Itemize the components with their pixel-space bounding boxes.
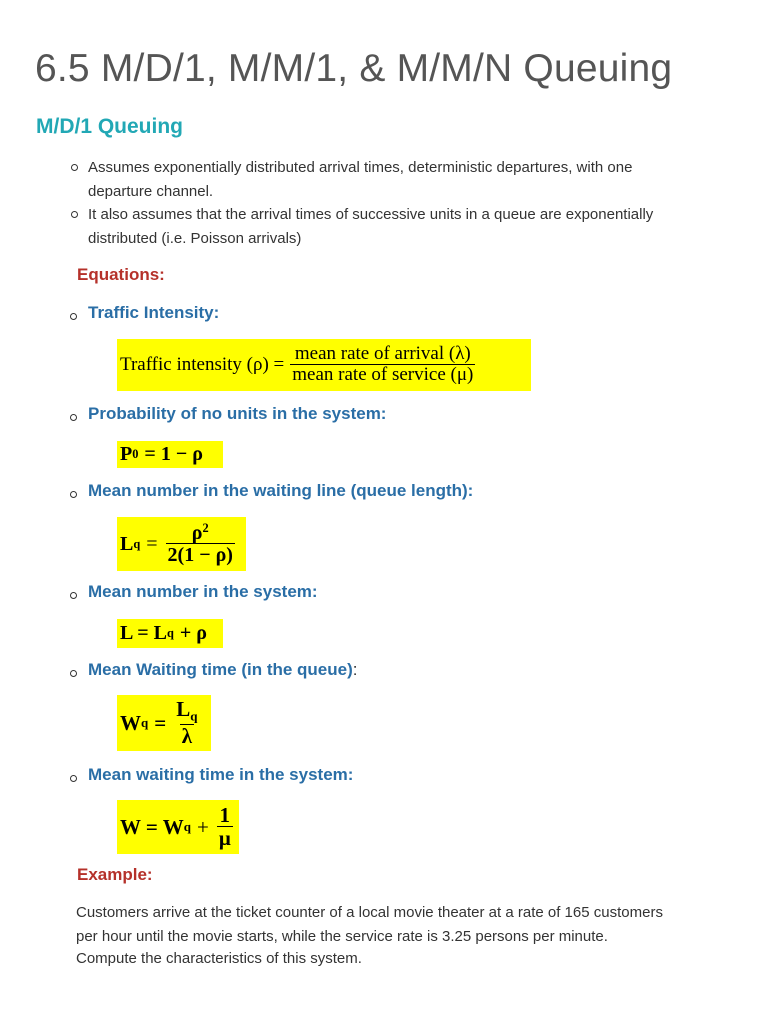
bullet-marker xyxy=(70,592,77,599)
formula-denominator: λ xyxy=(181,723,193,748)
formula-numerator xyxy=(174,698,199,723)
formula-mean-number-system xyxy=(117,619,223,648)
formula-symbol: L xyxy=(120,532,134,555)
formula-fraction xyxy=(174,698,199,747)
bullet-marker xyxy=(70,414,77,421)
formula-queue-length xyxy=(117,517,246,571)
formula-symbol: W xyxy=(120,710,141,735)
formula-numerator-subscript: q xyxy=(190,708,198,724)
formula-rest: + ρ xyxy=(179,622,207,644)
equation-label-suffix: : xyxy=(352,660,358,679)
formula-symbol: W = W xyxy=(120,814,184,839)
equation-label-waiting-time-queue xyxy=(88,659,358,681)
formula-numerator-symbol: ρ xyxy=(191,521,203,544)
formula-equals: = xyxy=(146,532,158,555)
bullet-marker xyxy=(70,491,77,498)
intro-bullet-1-line-2: departure channel. xyxy=(88,183,214,200)
formula-traffic-intensity xyxy=(117,339,531,391)
equations-heading: Equations: xyxy=(77,265,165,284)
bullet-marker xyxy=(70,775,77,782)
formula-subscript: q xyxy=(141,715,149,730)
equation-label-probability-no-units: Probability of no units in the system: xyxy=(88,404,387,423)
section-heading: M/D/1 Queuing xyxy=(36,115,183,138)
bullet-marker xyxy=(71,211,78,218)
formula-lhs: Traffic intensity (ρ) = xyxy=(120,354,285,375)
formula-subscript: q xyxy=(133,536,141,551)
formula-waiting-time-system xyxy=(117,800,239,854)
equation-label-traffic-intensity: Traffic Intensity: xyxy=(88,303,220,322)
bullet-marker xyxy=(71,164,78,171)
example-line-3: Compute the characteristics of this system. xyxy=(76,950,362,967)
formula-subscript: 0 xyxy=(132,447,139,461)
intro-bullet-1-line-1: Assumes exponentially distributed arrival times, deterministic departures, with one xyxy=(88,159,633,176)
example-line-2: per hour until the movie starts, while the service rate is 3.25 persons per minute. xyxy=(76,928,608,945)
formula-symbol: L = L xyxy=(120,622,167,644)
formula-probability-no-units xyxy=(117,441,223,468)
formula-fraction xyxy=(217,804,233,850)
formula-fraction xyxy=(166,522,235,567)
formula-rest: = 1 − ρ xyxy=(144,443,203,465)
formula-denominator: μ xyxy=(218,825,231,850)
formula-numerator: mean rate of arrival (λ) xyxy=(294,343,471,365)
formula-denominator: 2(1 − ρ) xyxy=(167,544,233,567)
formula-equals: = xyxy=(154,710,167,735)
bullet-marker xyxy=(70,670,77,677)
intro-bullet-2-line-1: It also assumes that the arrival times of successive units in a queue are exponentially xyxy=(88,206,654,223)
formula-subscript: q xyxy=(166,626,174,640)
formula-superscript: 2 xyxy=(202,520,209,535)
example-heading: Example: xyxy=(77,865,153,884)
formula-plus: + xyxy=(196,814,209,839)
bullet-marker xyxy=(70,313,77,320)
intro-bullet-2-line-2: distributed (i.e. Poisson arrivals) xyxy=(88,230,302,247)
formula-numerator-symbol: L xyxy=(176,697,191,722)
equation-label-text: Mean Waiting time (in the queue) xyxy=(88,660,353,679)
equation-label-queue-length: Mean number in the waiting line (queue length): xyxy=(88,481,474,500)
formula-waiting-time-queue xyxy=(117,695,211,751)
equation-label-waiting-time-system: Mean waiting time in the system: xyxy=(88,765,354,784)
formula-denominator: mean rate of service (μ) xyxy=(292,364,474,386)
formula-symbol: P xyxy=(120,443,133,465)
formula-numerator xyxy=(190,522,211,544)
equation-label-mean-number-system: Mean number in the system: xyxy=(88,582,318,601)
formula-fraction xyxy=(290,344,475,386)
example-line-1: Customers arrive at the ticket counter of a local movie theater at a rate of 165 customers xyxy=(76,904,663,921)
formula-subscript: q xyxy=(183,819,191,834)
page-title: 6.5 M/D/1, M/M/1, & M/M/N Queuing xyxy=(35,47,673,90)
formula-numerator: 1 xyxy=(219,802,231,827)
